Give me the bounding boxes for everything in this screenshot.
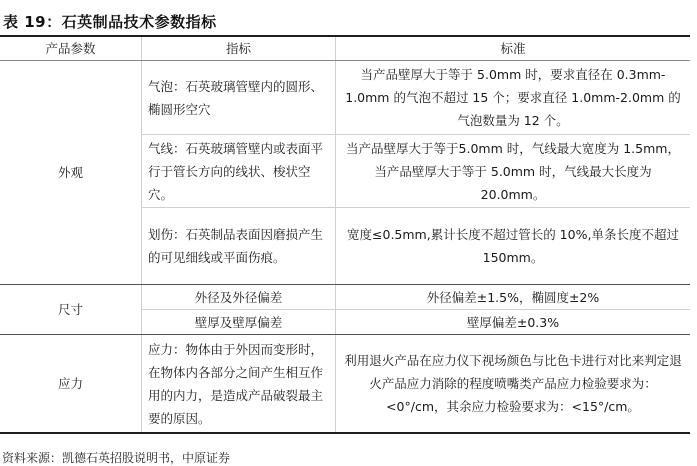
source-note: 资料来源：凯德石英招股说明书，中原证券 [2, 451, 231, 465]
standard-airline [336, 135, 691, 208]
indicator-airline-text: 气线：石英玻璃管壁内或表面平行于管长方向的线状、梭状空穴。 [148, 140, 324, 202]
indicator-outer-diameter: 外径及外径偏差 [142, 285, 336, 310]
header-standard: 标准 [336, 37, 691, 61]
table-header-row [0, 37, 690, 61]
standard-stress-text: 利用退火产品在应力仪下视场颜色与比色卡进行对比来判定退火产品应力消除的程度喷嘴类产品应力检验要求为：<0°/cm，其余应力检验要求为：<15°/cm。 [344, 353, 682, 414]
group-appearance: 外观 [0, 61, 142, 285]
standard-bubble-text: 当产品壁厚大于等于 5.0mm 时，要求直径在 0.3mm-1.0mm 的气泡不超过 15 个；要求直径 1.0mm-2.0mm 的气泡数量为 12 个。 [345, 67, 681, 128]
table-row [0, 335, 690, 434]
indicator-wall-thickness: 壁厚及壁厚偏差 [142, 310, 336, 335]
table-row [0, 285, 690, 310]
standard-outer-diameter: 外径偏差±1.5%，椭圆度±2% [336, 285, 691, 310]
standard-bubble [336, 61, 691, 135]
standard-scratch [336, 208, 691, 285]
standard-wall-thickness: 壁厚偏差±0.3% [336, 310, 691, 335]
indicator-stress-text: 应力：物体由于外因而变形时，在物体内各部分之间产生相互作用的内力，是造成产品破裂最主要的原因。 [148, 341, 324, 426]
indicator-scratch [142, 208, 336, 285]
standard-airline-text: 当产品壁厚大于等于5.0mm 时，气线最大宽度为 1.5mm，当产品壁厚大于等于 5.0mm 时，气线最大长度为 20.0mm。 [346, 140, 680, 202]
group-size: 尺寸 [0, 285, 142, 335]
standard-stress [336, 335, 691, 434]
indicator-airline [142, 135, 336, 208]
header-product-param: 产品参数 [0, 37, 142, 61]
indicator-scratch-text: 划伤：石英制品表面因磨损产生的可见细线或平面伤痕。 [148, 227, 324, 265]
table-row [0, 61, 690, 135]
group-stress: 应力 [0, 335, 142, 434]
indicator-bubble-text: 气泡：石英玻璃管壁内的圆形、椭圆形空穴 [148, 78, 324, 117]
indicator-bubble [142, 61, 336, 135]
header-indicator: 指标 [142, 37, 336, 61]
table-title: 表 19：石英制品技术参数指标 [3, 13, 217, 31]
indicator-stress [142, 335, 336, 434]
standard-scratch-text: 宽度≤0.5mm,累计长度不超过管长的 10%,单条长度不超过 150mm。 [347, 227, 679, 265]
spec-table [0, 37, 690, 434]
